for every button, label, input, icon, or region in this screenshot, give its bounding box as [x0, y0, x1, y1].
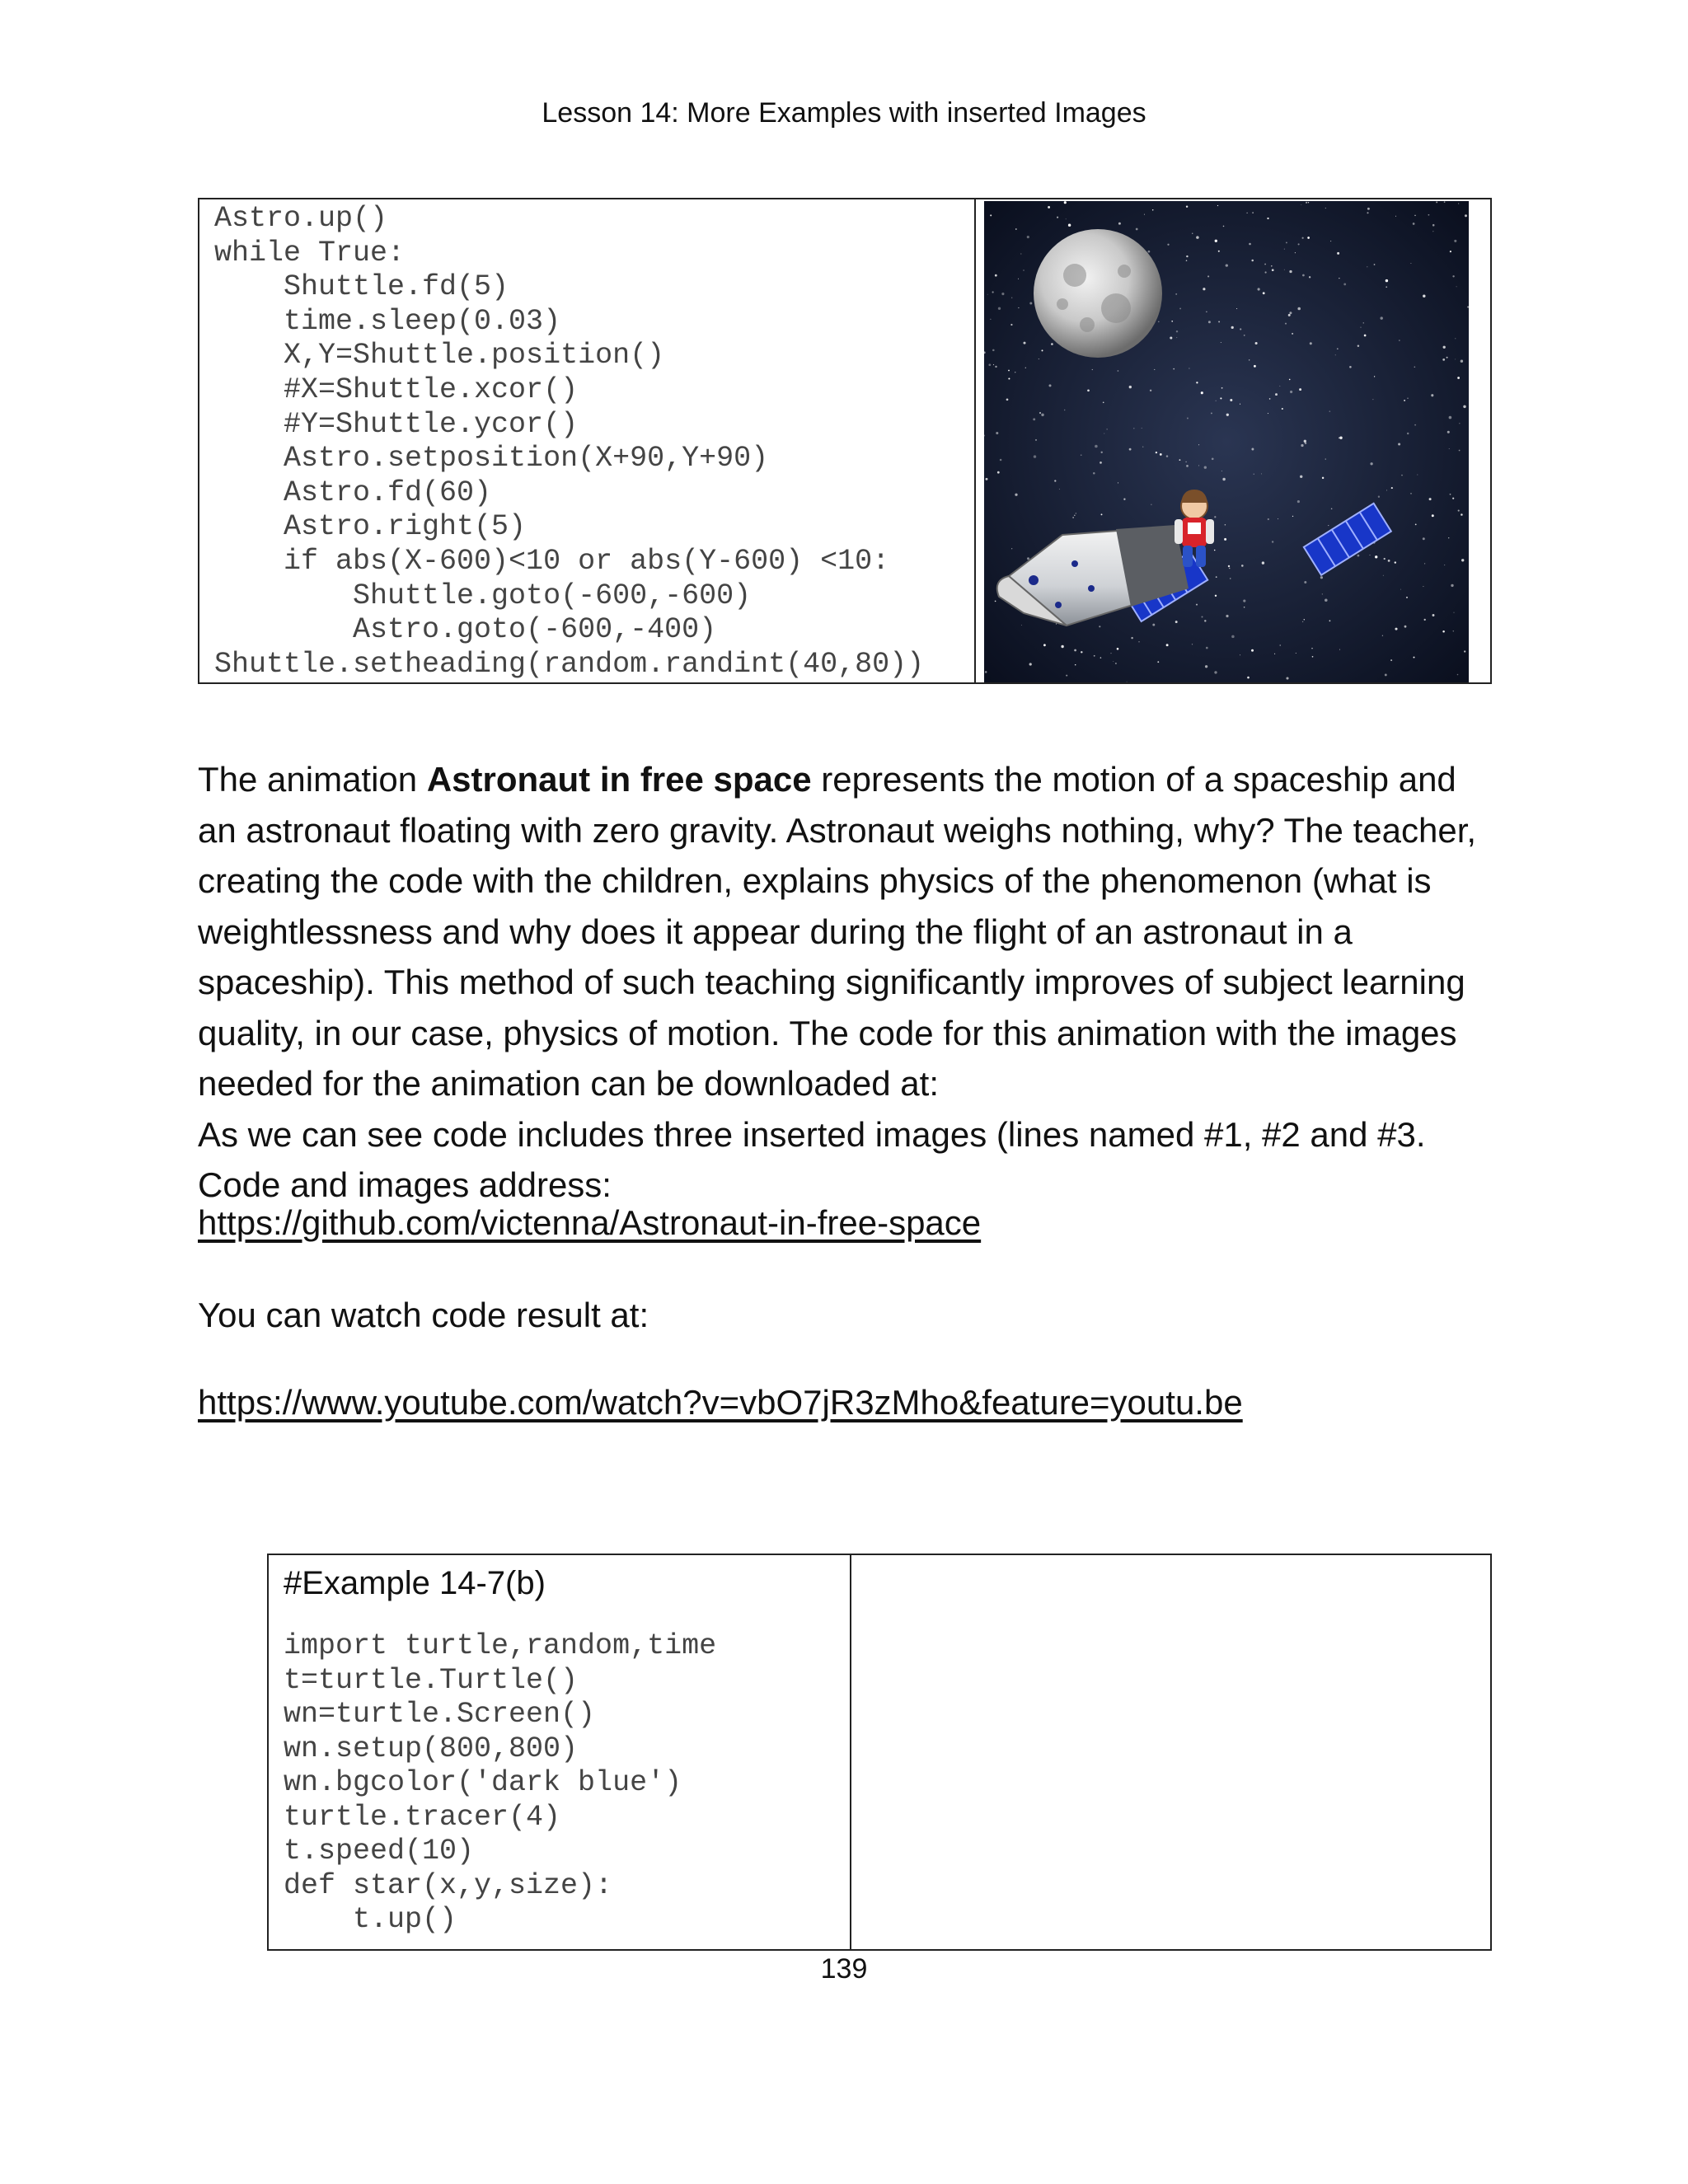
example-14-7b-table	[267, 1554, 1492, 1951]
paragraph-second: As we can see code includes three inserted images (lines named #1, #2 and #3. Code and images address:	[198, 1114, 1426, 1204]
body-paragraph	[198, 754, 1492, 1211]
example-title: #Example 14-7(b)	[284, 1565, 546, 1601]
code-cell	[199, 199, 975, 683]
astronaut-in-space-image	[984, 201, 1469, 682]
paragraph-rest: represents the motion of a spaceship and an astronaut floating with zero gravity. Astronaut weighs nothing, why? The teacher, creating the code with the children, explains physics of the phenomenon (what is weightlessness and why does it appear during the flight of an astronaut in a spaceship). This method of such teaching significantly improves of subject learning quality, in our case, physics of motion. The code for this animation with the images needed for the animation can be downloaded at:	[198, 760, 1477, 1103]
youtube-link[interactable]: https://www.youtube.com/watch?v=vbO7jR3zMho&feature=youtu.be	[198, 1383, 1243, 1422]
code-listing: Astro.up() while True: Shuttle.fd(5) time.sleep(0.03) X,Y=Shuttle.position() #X=Shuttle.xcor() #Y=Shuttle.ycor() Astro.setposition(X+90,Y+90) Astro.fd(60) Astro.right(5) if abs(X-600)<10 or abs(Y-600) <10: Shuttle.goto(-600,-600) Astro.goto(-600,-400) Shuttle.setheading(random.randint(40,80))	[214, 202, 925, 681]
code-cell	[268, 1554, 851, 1950]
image-cell	[975, 199, 1491, 683]
code-listing: import turtle,random,time t=turtle.Turtle() wn=turtle.Screen() wn.setup(800,800) wn.bgcolor('dark blue') turtle.tracer(4) t.speed(10) def star(x,y,size): t.up()	[284, 1629, 717, 1936]
page-number: 139	[820, 1953, 868, 1985]
paragraph-bold-title: Astronaut in free space	[426, 760, 812, 799]
paragraph-main	[198, 754, 1492, 1109]
page-header: Lesson 14: More Examples with inserted Images	[542, 97, 1146, 129]
github-link[interactable]: https://github.com/victenna/Astronaut-in-free-space	[198, 1203, 982, 1242]
code-example-table	[198, 198, 1492, 684]
watch-label: You can watch code result at:	[198, 1296, 649, 1334]
empty-output-cell	[851, 1554, 1491, 1950]
paragraph-lead: The animation	[198, 760, 427, 799]
